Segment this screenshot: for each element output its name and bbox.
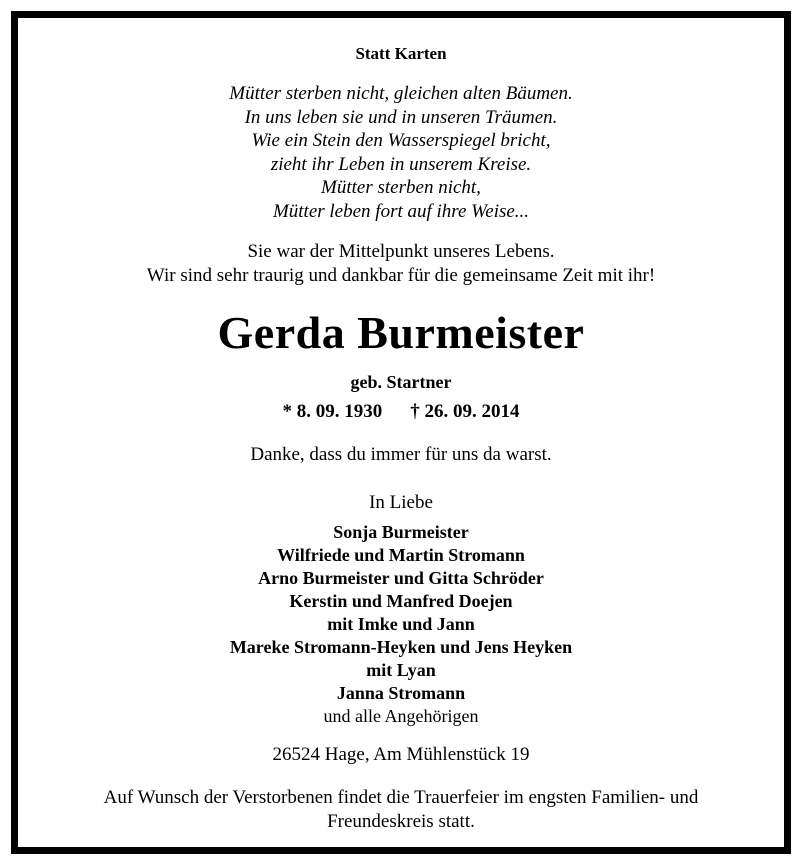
poem — [18, 82, 784, 223]
in-love-text: In Liebe — [369, 492, 433, 513]
family-member: Sonja Burmeister — [333, 522, 469, 542]
family-list — [18, 521, 784, 728]
intro-line: Sie war der Mittelpunkt unseres Lebens. — [247, 241, 555, 262]
poem-line: In uns leben sie und in unseren Träumen. — [244, 106, 558, 128]
poem-line: Mütter sterben nicht, — [321, 177, 481, 198]
deceased-name: Gerda Burmeister — [217, 307, 585, 358]
family-member: Janna Stromann — [336, 683, 466, 703]
family-member: Arno Burmeister und Gitta Schröder — [258, 568, 544, 588]
family-member: mit Imke und Jann — [327, 614, 475, 634]
birth-date: * 8. 09. 1930 — [282, 401, 383, 422]
notice-line: Auf Wunsch der Verstorbenen findet die Trauerfeier im engsten Familien- und — [103, 787, 699, 808]
intro-line: Wir sind sehr traurig und dankbar für die gemeinsame Zeit mit ihr! — [146, 265, 656, 286]
poem-line: zieht ihr Leben in unserem Kreise. — [270, 153, 532, 175]
maiden-name: geb. Startner — [350, 372, 452, 392]
death-date: † 26. 09. 2014 — [410, 401, 520, 422]
family-member: mit Lyan — [366, 660, 436, 680]
family-member: Mareke Stromann-Heyken und Jens Heyken — [229, 637, 573, 657]
family-member: Wilfriede und Martin Stromann — [277, 545, 525, 565]
address: 26524 Hage, Am Mühlenstück 19 — [272, 744, 530, 765]
poem-line: Mütter sterben nicht, gleichen alten Bäumen. — [229, 83, 573, 104]
notice-line: Freundeskreis statt. — [327, 811, 475, 832]
family-member: Kerstin und Manfred Doejen — [289, 591, 513, 611]
obituary-content — [18, 18, 784, 847]
heading: Statt Karten — [355, 44, 447, 63]
relatives-text: und alle Angehörigen — [323, 706, 479, 726]
life-dates — [18, 401, 784, 423]
funeral-notice — [18, 786, 784, 834]
obituary-frame — [11, 11, 791, 854]
poem-line: Mütter leben fort auf ihre Weise... — [272, 200, 530, 222]
poem-line: Wie ein Stein den Wasserspiegel bricht, — [251, 130, 551, 151]
thanks-text: Danke, dass du immer für uns da warst. — [250, 444, 552, 465]
intro — [18, 240, 784, 288]
